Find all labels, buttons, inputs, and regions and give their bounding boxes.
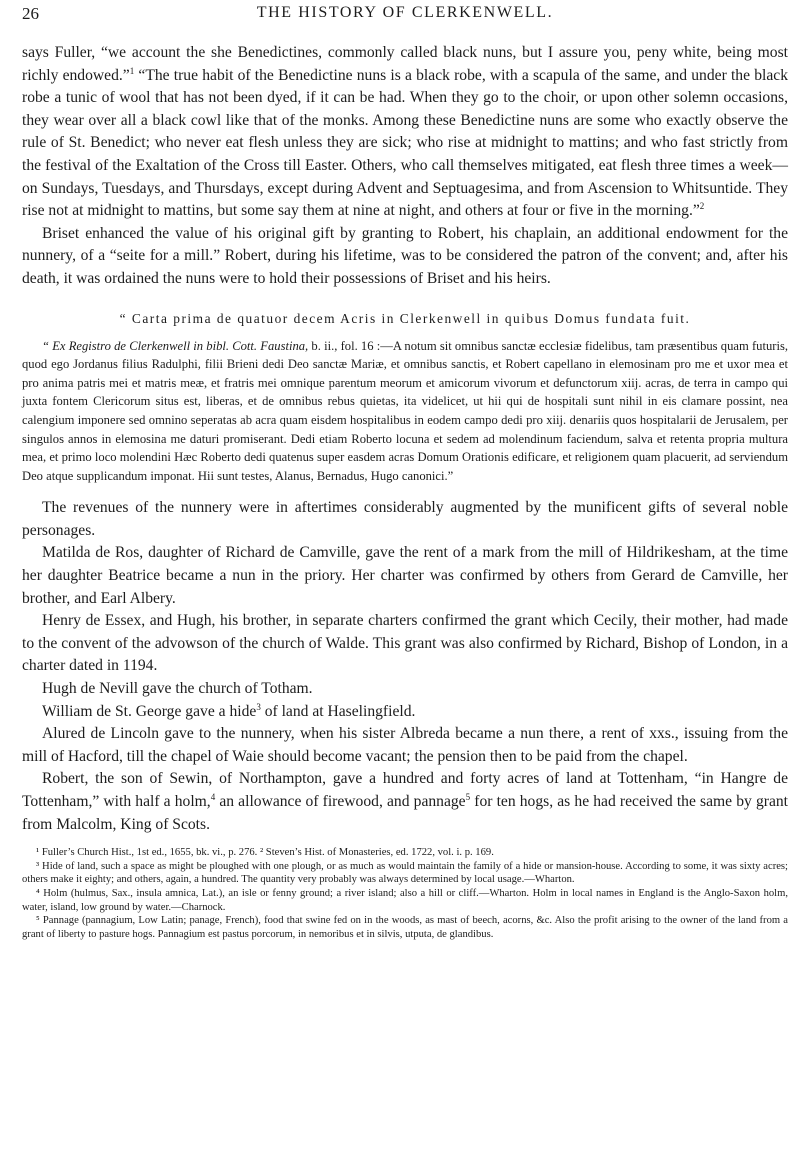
paragraph-hugh-nevill: Hugh de Nevill gave the church of Totham. xyxy=(42,680,313,698)
william-text-end: of land at Haselingfield. xyxy=(260,702,416,720)
paragraph-briset-endowment: Briset enhanced the value of his original gift by granting to Robert, his chaplain, an additional endowment for the nunnery, of a “seite for a mill.” Robert, during his lifetime, was to be considered the patron of the convent; and, after his death, it was ordained the nuns were to hold their possessions of Briset and his heirs. xyxy=(22,224,788,287)
paragraph-henry-essex: Henry de Essex, and Hugh, his brother, in separate charters confirmed the grant which Cecily, their mother, had made to the convent of the advowson of the church of Walde. This grant was also confirmed by Richard, Bishop of London, in a charter dated in 1194. xyxy=(22,612,788,675)
william-text: William de St. George gave a hide xyxy=(42,702,257,720)
footnote-5: ⁵ Pannage (pannagium, Low Latin; panage, French), food that swine fed on in the woods, as mast of beech, acorns, &c. Also the profit arising to the owner of the land from a grant of liberty to pasture hogs. Pannagium est pastus porcorum, in nemoribus et in silvis, utputa, de glandibus. xyxy=(22,915,788,940)
footnotes-section xyxy=(22,846,788,941)
footnote-ref-5: 5 xyxy=(465,791,471,802)
paragraph-matilda: Matilda de Ros, daughter of Richard de Camville, gave the rent of a mark from the mill of Hildrikesham, at the time her daughter Beatrice became a nun in the priory. Her charter was confirmed by others from Gerard de Camville, her brother, and Earl Albery. xyxy=(22,544,788,607)
footnote-3: ³ Hide of land, such a space as might be ploughed with one plough, or as much as would maintain the family of a hide or mansion-house. According to some, it was sixty acres; others make it eighty; and others, again, a hundred. The quantity very probably was always determined by local usage.—Wharton. xyxy=(22,860,788,886)
footnote-ref-3: 3 xyxy=(256,701,261,712)
habit-description: “The true habit of the Benedictine nuns is a black robe, with a scapula of the same, and under the black robe a tunic of wool that has not been dyed, if it can be had. When they go to the choir, or upon other solemn occasions, they wear over all a black cowl like that of the monks. Among these Benedictine nuns are some who exactly observe the rule of St. Benedict; who never eat flesh unless they are sick; who rise at midnight to mattins; and who fast strictly from the festival of the Exaltation of the Cross till Easter. Others, who call themselves mitigated, eat flesh three times a week—on Sundays, Tuesdays, and Thursdays, except during Advent and Septuagesima, and from Ascension to Whitsuntide. They rise not at midnight to mattins, but some say them at nine at night, and others at four or five in the morning.” xyxy=(22,66,788,220)
footnote-4: ⁴ Holm (hulmus, Sax., insula amnica, Lat.), an isle or fenny ground; a river island; also a hill or cliff.—Wharton. Holm in local names in England is the Anglo-Saxon holm, water, island, low ground by water.—Charnock. xyxy=(22,887,788,913)
charter-latin-text xyxy=(22,337,788,486)
paragraph-william-st-george xyxy=(22,701,788,724)
paragraph-robert-sewin xyxy=(22,768,788,836)
paragraph-benedictine-habit xyxy=(22,42,788,223)
footnote-ref-1: 1 xyxy=(129,65,135,76)
book-page xyxy=(22,0,788,1155)
footnote-1-2: ¹ Fuller’s Church Hist., 1st ed., 1655, bk. vi., p. 276. ² Steven’s Hist. of Monasteries, ed. 1722, vol. i. p. 169. xyxy=(36,847,494,859)
footnote-ref-2: 2 xyxy=(699,200,705,211)
footnote-ref-4: 4 xyxy=(210,791,216,802)
paragraph-revenues: The revenues of the nunnery were in aftertimes considerably augmented by the munificent gifts of several noble personages. xyxy=(22,499,788,539)
charter-body: b. ii., fol. 16 :—A notum sit omnibus sanctæ ecclesiæ fidelibus, tam præsentibus quam futuris, quod ego Jordanus filius Radulphi, filii Brieni dedi Deo sanctæ Mariæ, et omnibus sanctis, et Robert capellano in elemosinam pro me et uxor mea et pro anima patris mei et matris meæ, et fratris mei omnique parentum meorum et amicorum vivorum et defunctorum xiij. acras, de terra in campo qui juxta fontem Clericorum situs est, liberas, et de omnibus rebus quietas, ita videlicet, ut hii qui de hospitali sunt nihil in eis clamare possint, nea calengium imponere sed omnino seperatas ab acra quam eisdem hospitalibus in eodem campo dedi pro xiij. denariis quos hospitalarii de Jerusalem, per singulos annos in elemosina me daturi promiserant. Dedi etiam Roberto locuna et sedem ad molendinum faciendum, salva et retenta propria multura mea, et primo loco molendini Hæc Roberto dedi quatenus super easdem acras Domum Orationis edificare, et religionem quam placuerit, ad serviendum Deo atque supplicandum imponat. Hii sunt testes, Alanus, Bernadus, Hugo canonici.” xyxy=(22,338,788,483)
charter-source: “ Ex Registro de Clerkenwell in bibl. Cott. Faustina, xyxy=(42,338,309,353)
robert-text-end: for ten hogs, as he had received the same by grant from Malcolm, King of Scots. xyxy=(22,793,788,833)
robert-text: Robert, the son of Sewin, of Northampton, gave a hundred and forty acres of land at Tottenham, “in Hangre de Tottenham,” with half a holm, xyxy=(22,770,788,810)
robert-text-mid: an allowance of firewood, and pannage xyxy=(215,793,466,810)
running-title: THE HISTORY OF CLERKENWELL. xyxy=(256,4,554,21)
fuller-quote: says Fuller, “we account the she Benedictines, commonly called black nuns, but I assure you, peny white, being most richly endowed.” xyxy=(22,44,788,84)
running-header xyxy=(22,2,788,42)
paragraph-alured: Alured de Lincoln gave to the nunnery, when his sister Albreda became a nun there, a rent of xxs., issuing from the mill of Hacford, till the chapel of Waie should become vacant; the pension then to be paid from the chapel. xyxy=(22,725,788,765)
charter-heading: “ Carta prima de quatuor decem Acris in Clerkenwell in quibus Domus fundata fuit. xyxy=(119,310,691,326)
page-number: 26 xyxy=(22,4,39,23)
